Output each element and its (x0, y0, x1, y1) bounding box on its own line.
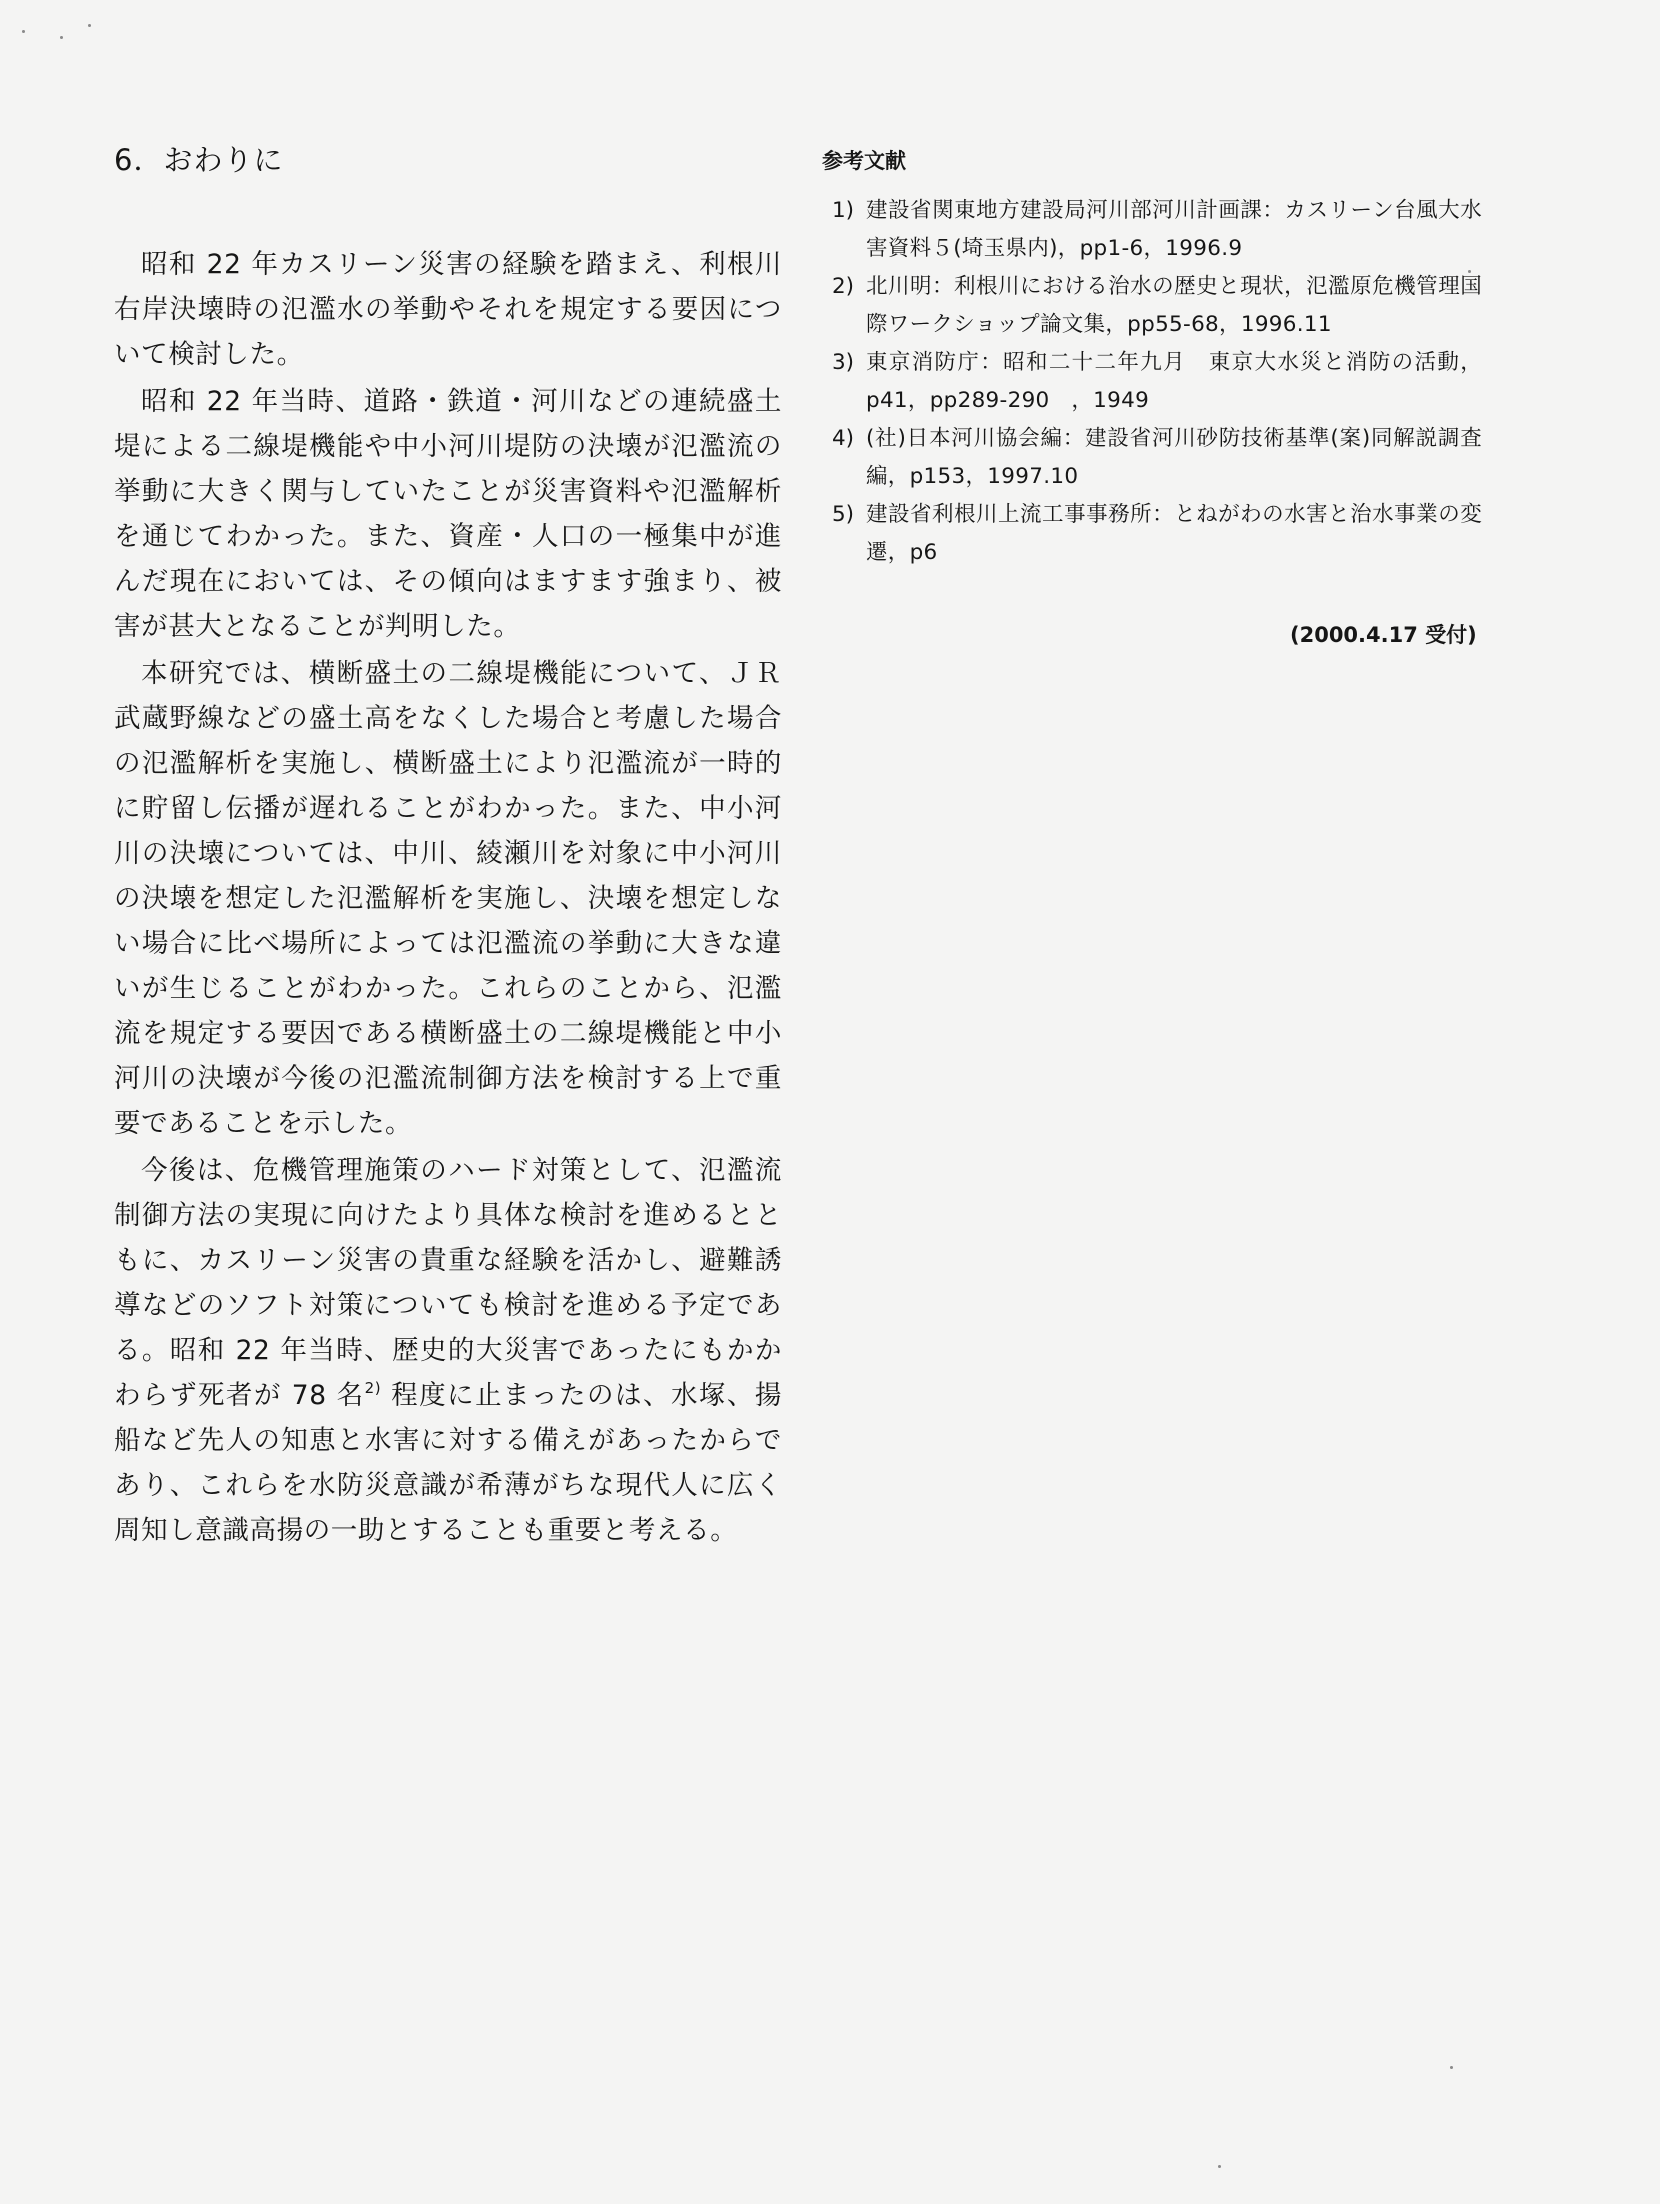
reference-text: 建設省利根川上流工事事務所：とねがわの水害と治水事業の変遷，p6 (866, 502, 1482, 565)
paragraph-1: 昭和 22 年カスリーン災害の経験を踏まえ、利根川右岸決壊時の氾濫水の挙動やそれを規定する要因について検討した。 (114, 249, 782, 370)
reference-text: 建設省関東地方建設局河川部河川計画課：カスリーン台風大水害資料５(埼玉県内)，pp1-6，1996.9 (866, 198, 1482, 261)
scan-speck (88, 24, 91, 27)
scan-speck (1468, 270, 1471, 273)
paragraph-2: 昭和 22 年当時、道路・鉄道・河川などの連続盛土堤による二線堤機能や中小河川堤防の決壊が氾濫流の挙動に大きく関与していたことが災害資料や氾濫解析を通じてわかった。また、資産・人口の一極集中が進んだ現在においては、その傾向はますます強まり、被害が甚大となることが判明した。 (114, 386, 782, 642)
reference-item (822, 496, 1482, 572)
scan-speck (1218, 2165, 1221, 2168)
section-heading: 6．おわりに (114, 143, 284, 177)
paragraph-4-text-b: 程度に止まったのは、水塚、揚船など先人の知恵と水害に対する備えがあったからであり、これらを水防災意識が希薄がちな現代人に広く周知し意識高揚の一助とすることも重要と考える。 (114, 1380, 782, 1546)
scan-speck (22, 30, 25, 33)
reference-number: 4) (832, 426, 855, 451)
reference-number: 3) (832, 350, 855, 375)
reference-item (822, 268, 1482, 344)
reference-number: 1) (832, 198, 855, 223)
references-heading: 参考文献 (822, 149, 906, 173)
scan-speck (60, 36, 63, 39)
paragraph-3: 本研究では、横断盛土の二線堤機能について、ＪＲ武蔵野線などの盛土高をなくした場合と考慮した場合の氾濫解析を実施し、横断盛土により氾濫流が一時的に貯留し伝播が遅れることがわかった。また、中小河川の決壊については、中川、綾瀬川を対象に中小河川の決壊を想定した氾濫解析を実施し、決壊を想定しない場合に比べ場所によっては氾濫流の挙動に大きな違いが生じることがわかった。これらのことから、氾濫流を規定する要因である横断盛土の二線堤機能と中小河川の決壊が今後の氾濫流制御方法を検討する上で重要であることを示した。 (114, 658, 782, 1139)
reference-item (822, 344, 1482, 420)
scan-speck (1450, 2066, 1453, 2069)
reference-text: (社)日本河川協会編：建設省河川砂防技術基準(案)同解説調査編，p153，1997.10 (866, 426, 1482, 489)
reference-text: 東京消防庁：昭和二十二年九月 東京大水災と消防の活動，p41，pp289-290 ，1949 (866, 350, 1482, 413)
reference-number: 5) (832, 502, 855, 527)
citation-mark: 2) (364, 1379, 382, 1397)
reference-item (822, 420, 1482, 496)
references-section (822, 146, 1482, 572)
reference-text: 北川明：利根川における治水の歴史と現状，氾濫原危機管理国際ワークショップ論文集，pp55-68，1996.11 (866, 274, 1482, 337)
reference-number: 2) (832, 274, 855, 299)
paragraph-4 (114, 1148, 782, 1553)
paragraph-4-text-a: 今後は、危機管理施策のハード対策として、氾濫流制御方法の実現に向けたより具体な検討を進めるとともに、カスリーン災害の貴重な経験を活かし、避難誘導などのソフト対策についても検討を進める予定である。昭和 22 年当時、歴史的大災害であったにもかかわらず死者が 78 名 (114, 1155, 782, 1411)
reference-item (822, 192, 1482, 268)
conclusion-section (114, 140, 782, 1555)
received-date: (2000.4.17 受付) (1290, 623, 1477, 647)
